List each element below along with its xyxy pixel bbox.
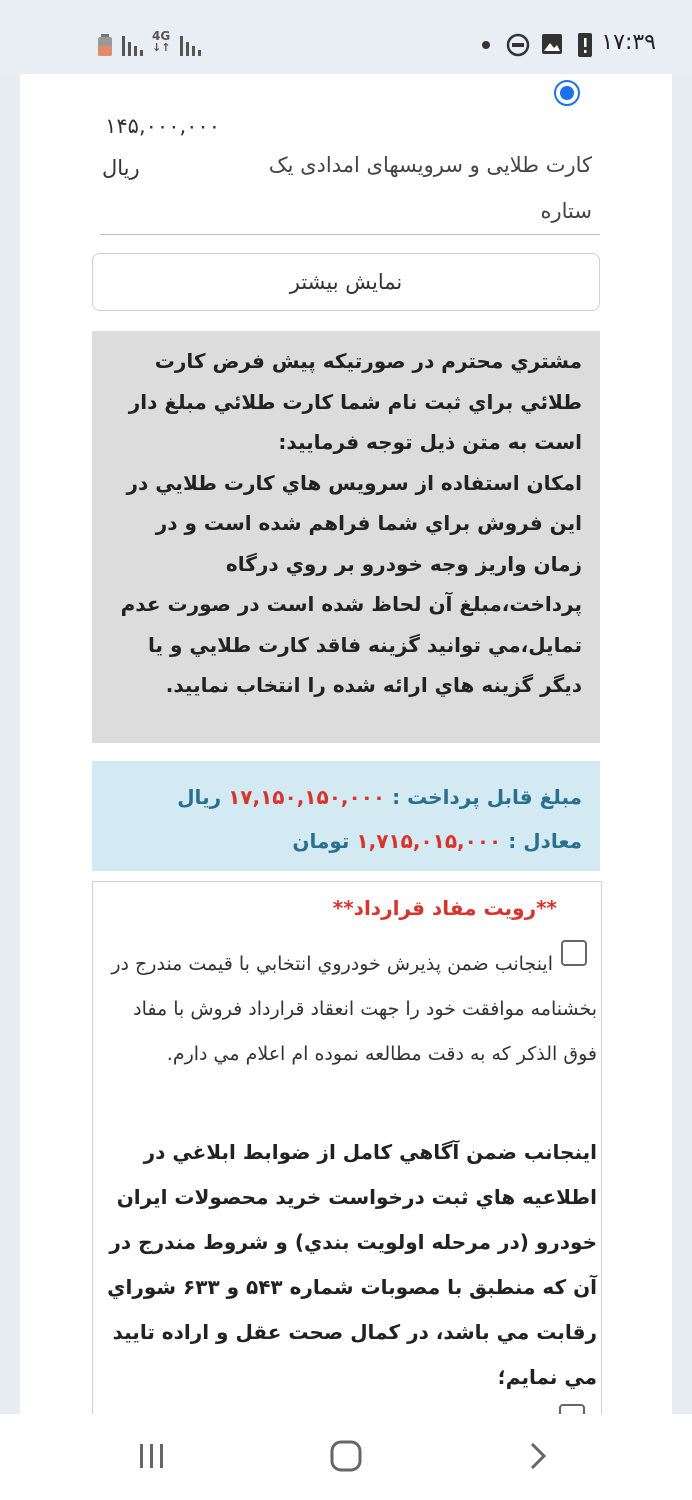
battery-icon bbox=[98, 34, 112, 56]
contract-terms-box bbox=[92, 881, 602, 1414]
notice-body: امكان استفاده از سرويس هاي كارت طلايي در اين فروش براي شما فراهم شده است و در زمان واريز وجه خودرو بر روي درگاه پرداخت،مبلغ آن لحاظ شده است در صورت عدم تمايل،مي توانيد گزينه فاقد كارت طلايي و يا ديگر گزينه هاي ارائه شده را انتخاب نماييد. bbox=[120, 470, 582, 697]
contract-clause-2: اينجانب ضمن آگاهي كامل از ضوابط ابلاغي در اطلاعيه هاي ثبت درخواست خريد محصولات ايران خودرو (در مرحله اولويت بندي) و شروط مندرج در آن كه منطبق با مصوبات شماره ۵۴۳ و ۶۳۳ شوراي رقابت مي باشد، در كمال صحت عقل و اراده تاييد مي نمايم؛ bbox=[107, 1140, 597, 1389]
golden-card-option[interactable] bbox=[20, 74, 672, 249]
status-bar bbox=[0, 0, 692, 74]
option-label: کارت طلایی و سرویسهای امدادی یک ستاره bbox=[268, 153, 592, 223]
payable-rial: ریال bbox=[177, 785, 222, 809]
option-radio[interactable] bbox=[554, 80, 580, 106]
contract-clause-1: اینجانب ضمن پذيرش خودروي انتخابي با قيمت مندرج در بخشنامه موافقت خود را جهت انعقاد قرارداد فروش با مفاد فوق الذکر که به دقت مطالعه نموده ام اعلام مي دارم. bbox=[111, 953, 597, 1065]
payable-equivalent: معادل : bbox=[508, 829, 582, 853]
payable-amount-box bbox=[92, 761, 600, 871]
back-icon[interactable] bbox=[528, 1442, 550, 1470]
page-content bbox=[20, 74, 672, 1414]
alert-icon bbox=[578, 33, 592, 57]
status-time: ۱۷:۳۹ bbox=[601, 30, 656, 55]
notice-intro: مشتري محترم در صورتيكه پيش فرض كارت طلائي براي ثبت نام شما كارت طلائي مبلغ دار است به متن ذيل توجه فرماييد: bbox=[128, 349, 582, 454]
payable-amount-toman: ۱,۷۱۵,۰۱۵,۰۰۰ bbox=[356, 829, 502, 853]
divider bbox=[100, 234, 600, 235]
accept-terms-checkbox[interactable] bbox=[559, 1404, 585, 1414]
signal-icon bbox=[122, 36, 146, 56]
payable-label: مبلغ قابل پرداخت : bbox=[392, 785, 582, 809]
contract-title: **رویت مفاد قرارداد** bbox=[332, 896, 557, 920]
option-currency: ریال bbox=[102, 156, 140, 180]
option-price: ۱۴۵,۰۰۰,۰۰۰ bbox=[105, 114, 220, 138]
home-icon[interactable] bbox=[330, 1440, 362, 1472]
navigation-bar bbox=[0, 1414, 692, 1500]
payable-toman: تومان bbox=[292, 829, 350, 853]
vpn-icon bbox=[506, 33, 530, 57]
image-icon bbox=[542, 34, 562, 54]
network-4g-icon: 4G ↓↑ bbox=[152, 29, 171, 54]
payable-amount-rial: ۱۷,۱۵۰,۱۵۰,۰۰۰ bbox=[228, 785, 386, 809]
show-more-button[interactable]: نمایش بیشتر bbox=[92, 253, 600, 311]
dot-icon bbox=[482, 41, 490, 49]
recent-apps-icon[interactable] bbox=[138, 1442, 166, 1470]
signal-2-icon bbox=[180, 36, 204, 56]
golden-card-notice bbox=[92, 331, 600, 743]
